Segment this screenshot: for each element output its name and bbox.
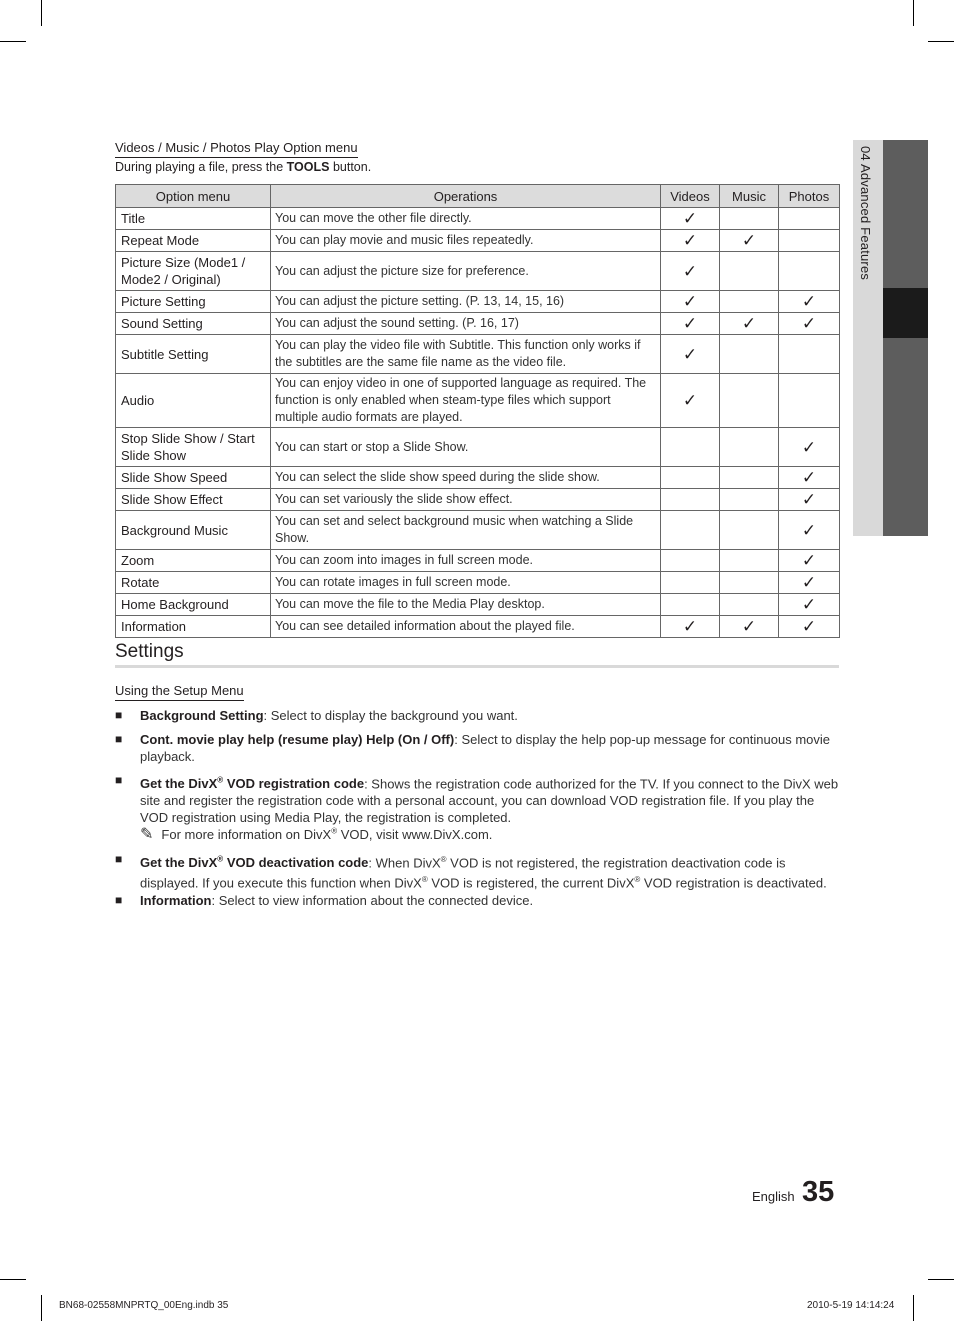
table-row: [116, 572, 840, 594]
music-check: ✓: [720, 616, 779, 638]
setup-menu-heading: Using the Setup Menu: [115, 683, 244, 701]
videos-check: [661, 511, 720, 550]
videos-check: ✓: [661, 313, 720, 335]
photos-check: ✓: [779, 291, 840, 313]
option-cell: Audio: [116, 374, 271, 428]
table-header-row: [116, 185, 840, 208]
table-row: [116, 374, 840, 428]
operation-cell: You can set and select background music when watching a Slide Show.: [271, 511, 661, 550]
operation-cell: You can enjoy video in one of supported language as required. The function is only enabled when steam-type files which support multiple audio formats are played.: [271, 374, 661, 428]
side-tab-active: [883, 288, 928, 338]
print-timestamp: 2010-5-19 14:14:24: [807, 1300, 895, 1311]
square-bullet-icon: ■: [115, 773, 123, 787]
photos-check: [779, 335, 840, 374]
operation-cell: You can adjust the sound setting. (P. 16, 17): [271, 313, 661, 335]
square-bullet-icon: ■: [115, 852, 123, 866]
option-cell: Sound Setting: [116, 313, 271, 335]
videos-check: [661, 594, 720, 616]
music-check: [720, 511, 779, 550]
operation-cell: You can adjust the picture size for preference.: [271, 252, 661, 291]
videos-check: ✓: [661, 252, 720, 291]
operation-cell: You can move the other file directly.: [271, 208, 661, 230]
table-row: [116, 208, 840, 230]
table-row: [116, 550, 840, 572]
videos-check: ✓: [661, 335, 720, 374]
page-number: 35: [802, 1176, 835, 1208]
header-operations: Operations: [271, 185, 661, 208]
section-heading: Videos / Music / Photos Play Option menu: [115, 140, 358, 158]
photos-check: ✓: [779, 594, 840, 616]
option-cell: Repeat Mode: [116, 230, 271, 252]
crop-mark: [41, 1295, 42, 1321]
operation-cell: You can see detailed information about the played file.: [271, 616, 661, 638]
music-check: [720, 291, 779, 313]
list-item-resume-play-help: ■ Cont. movie play help (resume play) Help (On / Off): Select to display the help pop-up message for continuous movie playback.: [115, 732, 830, 764]
crop-mark: [0, 1279, 26, 1280]
square-bullet-icon: ■: [115, 732, 123, 746]
pencil-note-icon: ✎: [140, 826, 154, 843]
option-cell: Picture Setting: [116, 291, 271, 313]
section-intro: During playing a file, press the TOOLS button.: [115, 160, 372, 174]
header-music: Music: [720, 185, 779, 208]
option-cell: Picture Size (Mode1 / Mode2 / Original): [116, 252, 271, 291]
music-check: [720, 208, 779, 230]
square-bullet-icon: ■: [115, 708, 123, 722]
table-row: [116, 335, 840, 374]
music-check: [720, 572, 779, 594]
list-item-information: ■ Information: Select to view information about the connected device.: [115, 893, 534, 908]
operation-cell: You can move the file to the Media Play desktop.: [271, 594, 661, 616]
print-file-info: BN68-02558MNPRTQ_00Eng.indb 35: [59, 1300, 229, 1311]
settings-title: Settings: [115, 641, 839, 668]
photos-check: ✓: [779, 616, 840, 638]
option-cell: Slide Show Speed: [116, 467, 271, 489]
videos-check: [661, 550, 720, 572]
option-cell: Stop Slide Show / Start Slide Show: [116, 428, 271, 467]
operation-cell: You can select the slide show speed during the slide show.: [271, 467, 661, 489]
photos-check: ✓: [779, 511, 840, 550]
photos-check: [779, 374, 840, 428]
music-check: ✓: [720, 230, 779, 252]
music-check: [720, 252, 779, 291]
crop-mark: [928, 41, 954, 42]
photos-check: [779, 252, 840, 291]
table-row: [116, 252, 840, 291]
page-language: English: [752, 1189, 795, 1204]
photos-check: ✓: [779, 572, 840, 594]
videos-check: [661, 489, 720, 511]
table-row: [116, 230, 840, 252]
photos-check: ✓: [779, 428, 840, 467]
operation-cell: You can adjust the picture setting. (P. 13, 14, 15, 16): [271, 291, 661, 313]
operation-cell: You can start or stop a Slide Show.: [271, 428, 661, 467]
chapter-label: 04 Advanced Features: [858, 146, 873, 281]
table-row: [116, 291, 840, 313]
operation-cell: You can set variously the slide show effect.: [271, 489, 661, 511]
videos-check: ✓: [661, 374, 720, 428]
table-row: [116, 313, 840, 335]
music-check: [720, 489, 779, 511]
music-check: [720, 335, 779, 374]
square-bullet-icon: ■: [115, 893, 123, 907]
table-row: [116, 511, 840, 550]
list-item-background-setting: ■ Background Setting: Select to display the background you want.: [115, 708, 518, 723]
photos-check: ✓: [779, 550, 840, 572]
header-videos: Videos: [661, 185, 720, 208]
music-check: [720, 550, 779, 572]
crop-mark: [913, 0, 914, 26]
list-item-divx-registration: ■ Get the DivX® VOD registration code: Shows the registration code authorized for the TV. If you connect to the DivX web site and register the registration code with a personal account, you can download VOD registration file. If you play the VOD registration using Media Play, the registration is completed.: [115, 773, 839, 826]
header-photos: Photos: [779, 185, 840, 208]
music-check: [720, 428, 779, 467]
option-cell: Zoom: [116, 550, 271, 572]
operation-cell: You can play movie and music files repeatedly.: [271, 230, 661, 252]
photos-check: [779, 230, 840, 252]
videos-check: ✓: [661, 208, 720, 230]
option-cell: Slide Show Effect: [116, 489, 271, 511]
videos-check: ✓: [661, 291, 720, 313]
crop-mark: [913, 1295, 914, 1321]
operation-cell: You can play the video file with Subtitle. This function only works if the subtitles are the same file name as the video file.: [271, 335, 661, 374]
music-check: [720, 467, 779, 489]
table-row: [116, 594, 840, 616]
header-option-menu: Option menu: [116, 185, 271, 208]
photos-check: ✓: [779, 467, 840, 489]
option-cell: Title: [116, 208, 271, 230]
photos-check: [779, 208, 840, 230]
option-cell: Information: [116, 616, 271, 638]
videos-check: [661, 467, 720, 489]
photos-check: ✓: [779, 313, 840, 335]
photos-check: ✓: [779, 489, 840, 511]
option-cell: Home Background: [116, 594, 271, 616]
table-row: [116, 489, 840, 511]
crop-mark: [0, 41, 26, 42]
option-cell: Background Music: [116, 511, 271, 550]
divx-info-note: ✎ For more information on DivX® VOD, visit www.DivX.com.: [140, 826, 493, 843]
music-check: [720, 374, 779, 428]
crop-mark: [928, 1279, 954, 1280]
operation-cell: You can zoom into images in full screen mode.: [271, 550, 661, 572]
crop-mark: [41, 0, 42, 26]
videos-check: [661, 572, 720, 594]
option-cell: Subtitle Setting: [116, 335, 271, 374]
music-check: [720, 594, 779, 616]
videos-check: ✓: [661, 616, 720, 638]
side-tab-dark: [883, 338, 928, 536]
side-tab-dark: [883, 140, 928, 288]
play-option-table: [115, 184, 840, 638]
videos-check: ✓: [661, 230, 720, 252]
table-row: [116, 428, 840, 467]
table-row: [116, 467, 840, 489]
list-item-divx-deactivation: ■ Get the DivX® VOD deactivation code: When DivX® VOD is not registered, the registration deactivation code is displayed. If you execute this function when DivX® VOD is registered, the current DivX® VOD registration is deactivated.: [115, 852, 827, 891]
videos-check: [661, 428, 720, 467]
option-cell: Rotate: [116, 572, 271, 594]
operation-cell: You can rotate images in full screen mode.: [271, 572, 661, 594]
table-row: [116, 616, 840, 638]
music-check: ✓: [720, 313, 779, 335]
